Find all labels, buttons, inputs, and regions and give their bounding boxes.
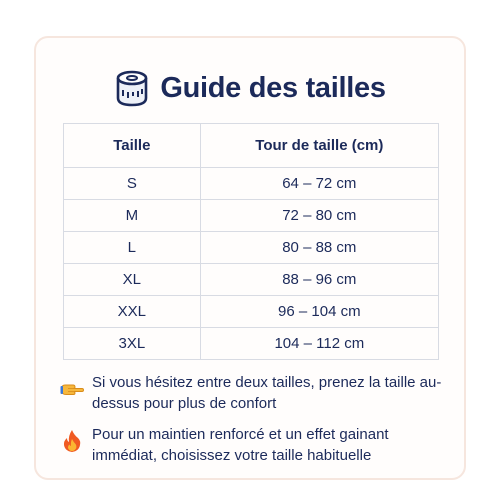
waist-cell: 88 – 96 cm bbox=[200, 264, 438, 296]
tip-item bbox=[60, 424, 452, 466]
size-cell: 3XL bbox=[64, 328, 201, 360]
waist-cell: 104 – 112 cm bbox=[200, 328, 438, 360]
waist-cell: 96 – 104 cm bbox=[200, 296, 438, 328]
size-cell: XXL bbox=[64, 296, 201, 328]
tip-item bbox=[60, 372, 452, 414]
tip-text: Si vous hésitez entre deux tailles, prenez la taille au-dessus pour plus de confort bbox=[92, 374, 442, 412]
table-row bbox=[64, 232, 439, 264]
tips-list bbox=[60, 372, 452, 476]
table-row bbox=[64, 168, 439, 200]
title-row bbox=[36, 66, 464, 110]
measuring-tape-icon bbox=[114, 68, 150, 108]
table-row bbox=[64, 200, 439, 232]
size-cell: M bbox=[64, 200, 201, 232]
column-header-waist: Tour de taille (cm) bbox=[200, 124, 438, 168]
size-table bbox=[63, 123, 439, 360]
tip-text: Pour un maintien renforcé et un effet gainant immédiat, choisissez votre taille habituelle bbox=[92, 426, 389, 464]
page-title: Guide des tailles bbox=[160, 71, 386, 104]
size-guide-card bbox=[34, 36, 466, 480]
waist-cell: 80 – 88 cm bbox=[200, 232, 438, 264]
pointing-hand-icon bbox=[60, 377, 84, 401]
table-header-row bbox=[64, 124, 439, 168]
size-cell: S bbox=[64, 168, 201, 200]
waist-cell: 64 – 72 cm bbox=[200, 168, 438, 200]
waist-cell: 72 – 80 cm bbox=[200, 200, 438, 232]
table-row bbox=[64, 296, 439, 328]
fire-icon bbox=[60, 429, 84, 453]
table-row bbox=[64, 328, 439, 360]
size-cell: L bbox=[64, 232, 201, 264]
column-header-size: Taille bbox=[64, 124, 201, 168]
table-row bbox=[64, 264, 439, 296]
size-cell: XL bbox=[64, 264, 201, 296]
